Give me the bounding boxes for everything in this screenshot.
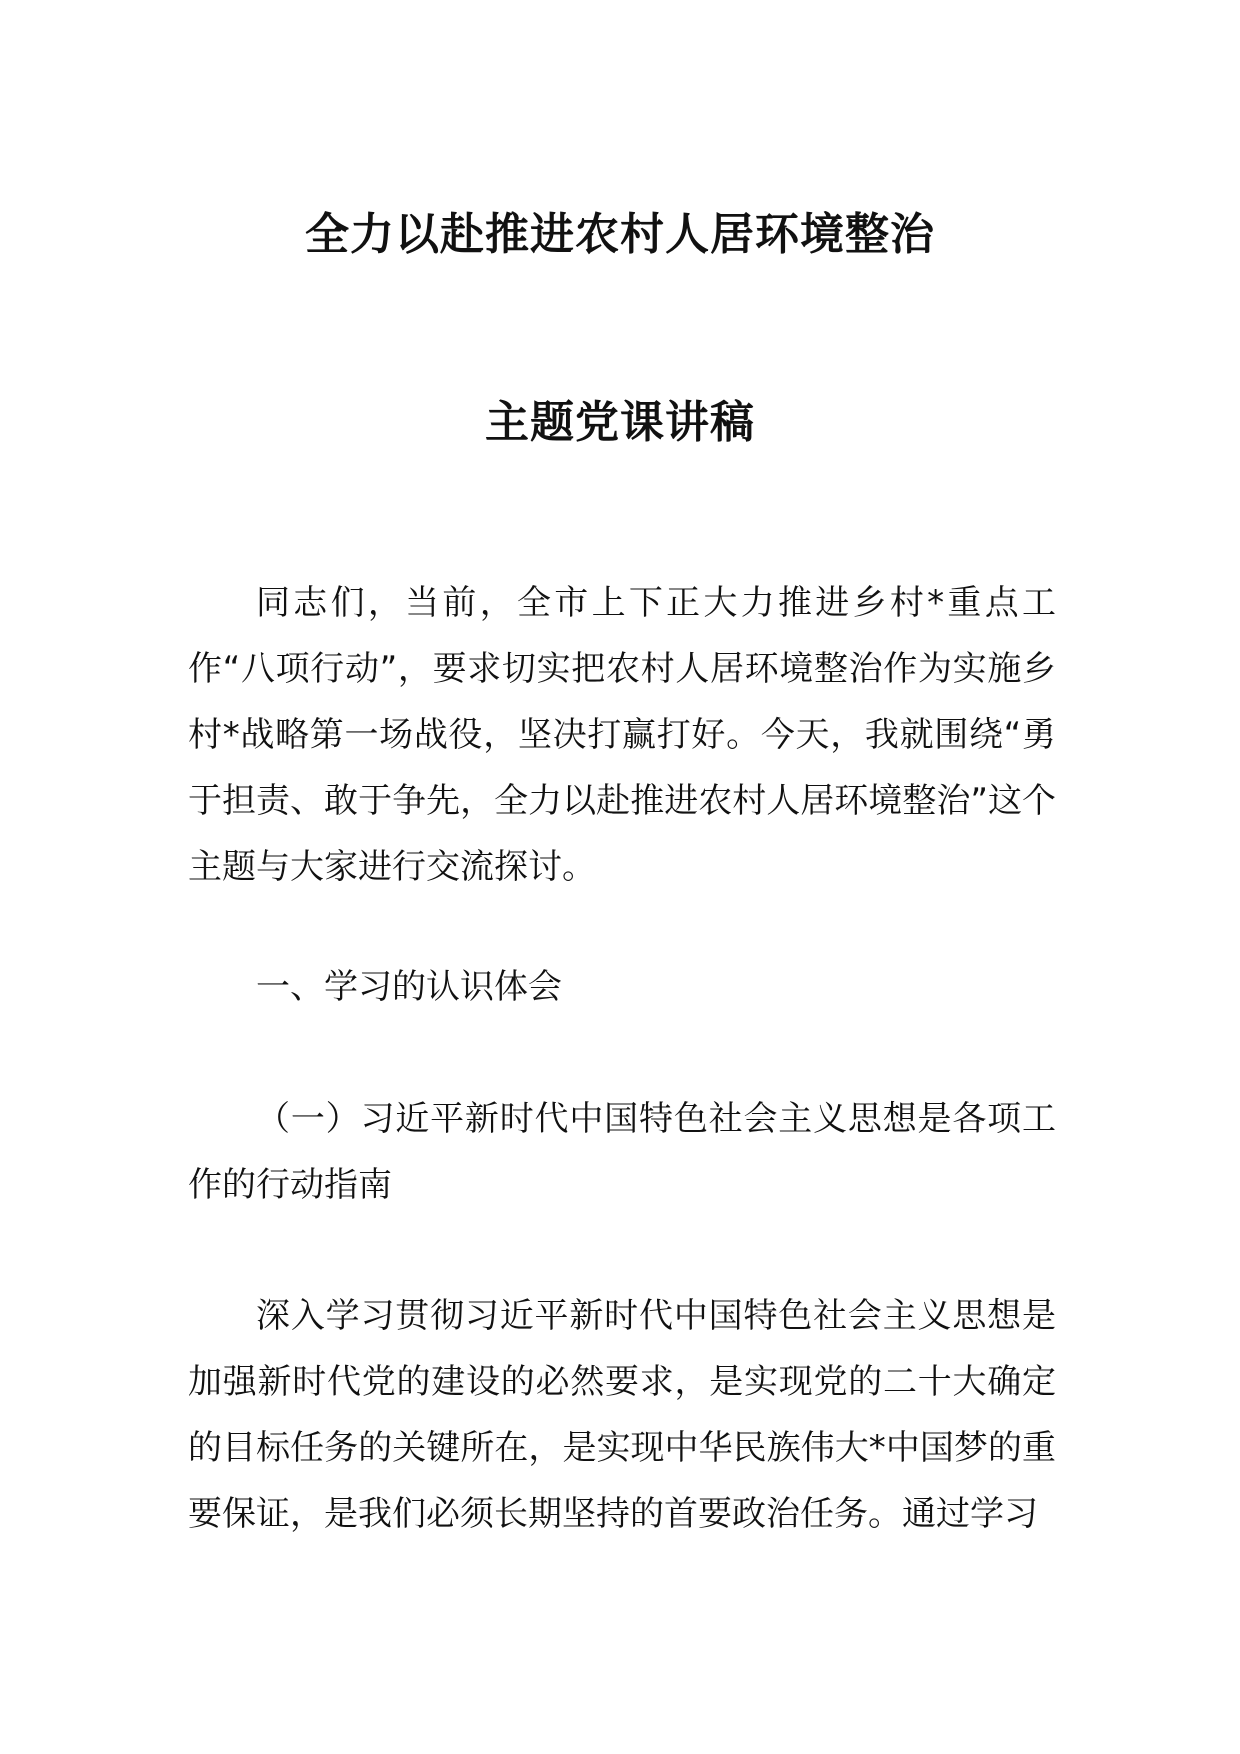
document-title-line-1: 全力以赴推进农村人居环境整治	[305, 209, 935, 260]
document-title-line-2: 主题党课讲稿	[485, 397, 755, 448]
intro-paragraph: 同志们，当前，全市上下正大力推进乡村*重点工作“八项行动”，要求切实把农村人居环境整治作为实施乡村*战略第一场战役，坚决打赢打好。今天，我就围绕“勇于担责、敢于争先，全力以赴推进农村人居环境整治”这个主题与大家进行交流探讨。	[188, 583, 1056, 887]
section-heading: 一、学习的认识体会	[256, 967, 562, 1007]
subsection-heading: （一）习近平新时代中国特色社会主义思想是各项工作的行动指南	[188, 1099, 1056, 1205]
body-paragraph: 深入学习贯彻习近平新时代中国特色社会主义思想是加强新时代党的建设的必然要求，是实现党的二十大确定的目标任务的关键所在，是实现中华民族伟大*中国梦的重要保证，是我们必须长期坚持的首要政治任务。通过学习	[188, 1296, 1056, 1534]
